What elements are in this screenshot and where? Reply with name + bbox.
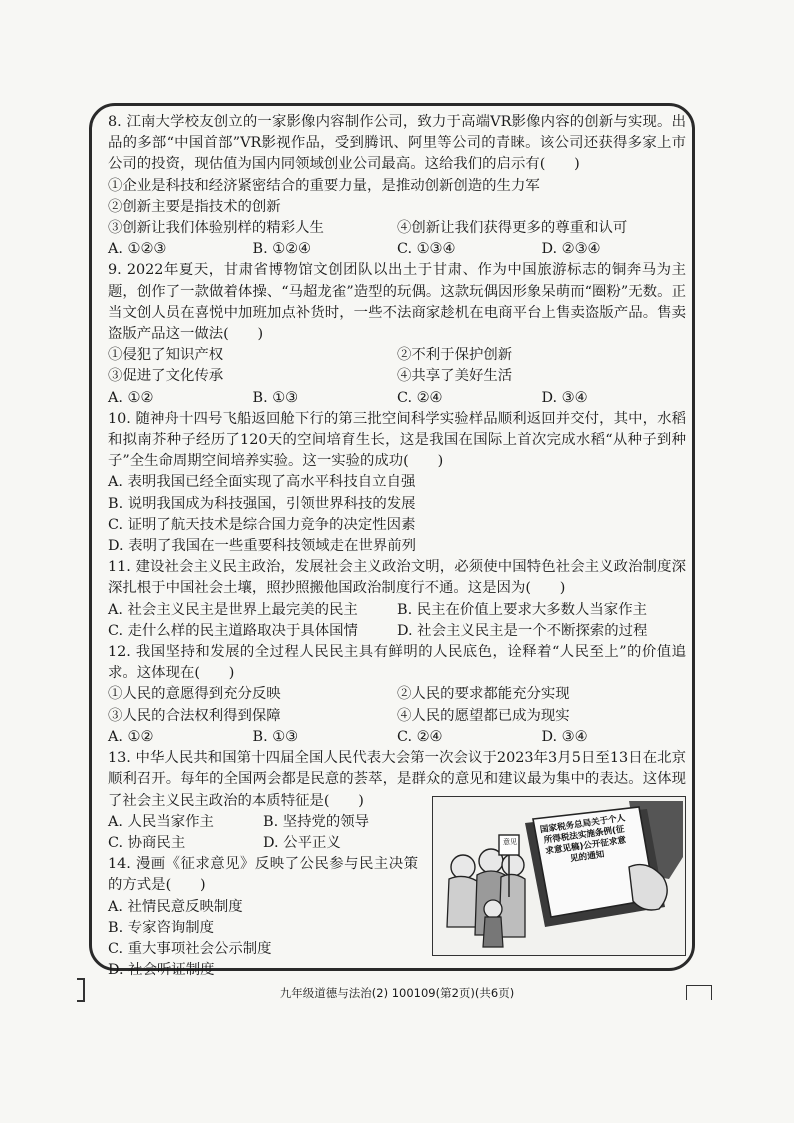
q8-statement-1: ①企业是科技和经济紧密结合的重要力量，是推动创新创造的生力军 <box>108 177 540 194</box>
q12-statements-row-1 <box>108 684 686 705</box>
q8-option-d[interactable]: D. ②③④ <box>541 241 601 258</box>
q8-option-b[interactable]: B. ①②④ <box>252 241 311 258</box>
q9-statement-1: ①侵犯了知识产权 <box>108 347 224 364</box>
q13-option-d[interactable]: D. 公平正义 <box>263 834 341 851</box>
q14-option-a[interactable]: A. 社情民意反映制度 <box>108 898 243 915</box>
q13-option-b[interactable]: B. 坚持党的领导 <box>263 813 370 830</box>
q14-option-c[interactable]: C. 重大事项社会公示制度 <box>108 940 272 957</box>
q11-options-row-2 <box>108 621 686 642</box>
q9-options <box>108 388 686 409</box>
q11-option-b[interactable]: B. 民主在价值上要求大多数人当家作主 <box>397 601 647 618</box>
q12-statement-2: ②人民的要求都能充分实现 <box>397 686 570 703</box>
q12-statements-row-2 <box>108 706 686 727</box>
q9-statements-row-2 <box>108 366 686 387</box>
q9-statement-2: ②不利于保护创新 <box>397 347 513 364</box>
q13-options <box>108 812 418 854</box>
q8-statement-3: ③创新让我们体验别样的精彩人生 <box>108 220 324 237</box>
q8-options <box>108 239 686 260</box>
cartoon-notice-text: 国家税务总局关于个人所得税法实施条例(征求意见稿)公开征求意见的通知 <box>539 813 627 865</box>
q9-statement-3: ③促进了文化传承 <box>108 368 224 385</box>
person-1-head <box>451 855 475 879</box>
q14-stem: 14. 漫画《征求意见》反映了公民参与民主决策的方式是( ) <box>108 856 418 894</box>
q13-stem: 13. 中华人民共和国第十四届全国人民代表大会第一次会议于2023年3月5日至13日在北京顺利召开。每年的全国两会都是民意的荟萃，是群众的意见和建议最为集中的表达。这体现了社会主义民主政治的本质特征是( ) <box>108 750 686 809</box>
q11-options-row-1 <box>108 600 686 621</box>
person-3-body <box>499 874 525 937</box>
q8-statement-2: ②创新主要是指技术的创新 <box>108 198 281 215</box>
person-1-body <box>447 876 479 927</box>
q10-option-b[interactable]: B. 说明我国成为科技强国，引领世界科技的发展 <box>108 495 416 512</box>
q9-option-a[interactable]: A. ①② <box>108 389 154 406</box>
q14-option-b[interactable]: B. 专家咨询制度 <box>108 919 215 936</box>
q10-option-a[interactable]: A. 表明我国已经全面实现了高水平科技自立自强 <box>108 474 416 491</box>
q8-statement-4: ④创新让我们获得更多的尊重和认可 <box>397 220 628 237</box>
q9-option-d[interactable]: D. ③④ <box>541 389 588 406</box>
cartoon-image <box>432 796 686 956</box>
q8-statements-row <box>108 218 686 239</box>
cartoon-sign-text: 意见 <box>503 838 517 846</box>
q14-block <box>108 854 418 981</box>
person-3-head <box>502 854 524 876</box>
q13-option-a[interactable]: A. 人民当家作主 <box>108 813 214 830</box>
q10-option-d[interactable]: D. 表明了我国在一些重要科技领域走在世界前列 <box>108 538 416 555</box>
q9-statements-row-1 <box>108 345 686 366</box>
q11-option-a[interactable]: A. 社会主义民主是世界上最完美的民主 <box>108 601 358 618</box>
q12-option-c[interactable]: C. ②④ <box>397 728 443 745</box>
child-body <box>483 917 503 947</box>
q12-statement-1: ①人民的意愿得到充分反映 <box>108 686 281 703</box>
q12-option-b[interactable]: B. ①③ <box>252 728 299 745</box>
q9-option-b[interactable]: B. ①③ <box>252 389 299 406</box>
q11-option-c[interactable]: C. 走什么样的民主道路取决于具体国情 <box>108 622 358 639</box>
q8-option-a[interactable]: A. ①②③ <box>108 241 167 258</box>
q13-option-c[interactable]: C. 协商民主 <box>108 834 186 851</box>
q9-stem: 9. 2022年夏天，甘肃省博物馆文创团队以出土于甘肃、作为中国旅游标志的铜奔马为主题，创作了一款做着体操、“马超龙雀”造型的玩偶。这款玩偶因形象呆萌而“圈粉”无数。正当文创人员在喜悦中加班加点补货时，一些不法商家趁机在电商平台上售卖盗版产品。售卖盗版产品这一做法( ) <box>108 262 686 343</box>
q11-option-d[interactable]: D. 社会主义民主是一个不断探索的过程 <box>397 622 648 639</box>
q8-stem: 8. 江南大学校友创立的一家影像内容制作公司，致力于高端VR影像内容的创新与实现。出品的多部“中国首部”VR影视作品，受到腾讯、阿里等公司的青睐。该公司还获得多家上市公司的投资，现估值为国内同领域创业公司最高。这给我们的启示有( ) <box>108 114 686 173</box>
q12-option-a[interactable]: A. ①② <box>108 728 154 745</box>
q8-option-c[interactable]: C. ①③④ <box>397 241 456 258</box>
child-head <box>484 900 502 918</box>
page-footer: 九年级道德与法治(2) 100109(第2页)(共6页) <box>279 986 515 1000</box>
q9-option-c[interactable]: C. ②④ <box>397 389 443 406</box>
q14-option-d[interactable]: D. 社会听证制度 <box>108 962 215 979</box>
q12-options <box>108 727 686 748</box>
q10-stem: 10. 随神舟十四号飞船返回舱下行的第三批空间科学实验样品顺利返回并交付，其中，水稻和拟南芥种子经历了120天的空间培育生长，这是我国在国际上首次完成水稻“从种子到种子”全生命周期空间培养实验。这一实验的成功( ) <box>108 410 686 470</box>
q12-statement-3: ③人民的合法权利得到保障 <box>108 707 281 724</box>
q11-stem: 11. 建设社会主义民主政治，发展社会主义政治文明，必须使中国特色社会主义政治制度深深扎根于中国社会土壤，照抄照搬他国政治制度行不通。这是因为( ) <box>108 559 686 597</box>
q10-option-c[interactable]: C. 证明了航天技术是综合国力竞争的决定性因素 <box>108 516 416 533</box>
q12-option-d[interactable]: D. ③④ <box>541 728 588 745</box>
q12-stem: 12. 我国坚持和发展的全过程人民民主具有鲜明的人民底色，诠释着“人民至上”的价值追求。这体现在( ) <box>108 644 686 682</box>
q9-statement-4: ④共享了美好生活 <box>397 368 513 385</box>
q12-statement-4: ④人民的愿望都已成为现实 <box>397 707 570 724</box>
